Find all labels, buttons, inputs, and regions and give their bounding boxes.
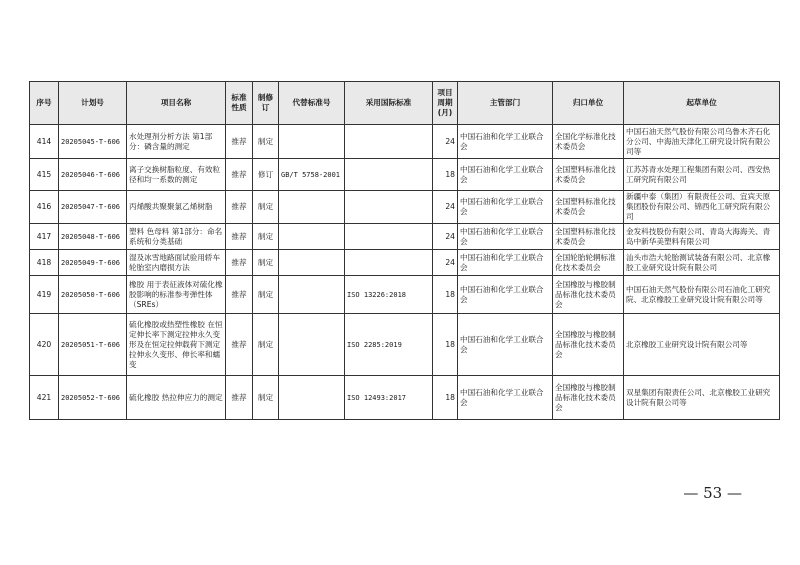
cell-seq: 421 [30, 376, 59, 420]
cell-project-name: 塑料 色母料 第1部分：命名系统和分类基础 [127, 224, 226, 250]
cell-plan-no: 20205048-T-606 [59, 224, 127, 250]
cell-revision-type: 修订 [253, 159, 279, 191]
cell-revision-type: 制定 [253, 276, 279, 314]
header-standard-nature: 标准性质 [226, 82, 253, 125]
cell-drafting-units: 汕头市浩大轮胎测试装备有限公司、北京橡胶工业研究设计院有限公司 [624, 250, 780, 276]
cell-replaced-standard [279, 314, 345, 376]
cell-authority: 中国石油和化学工业联合会 [458, 250, 553, 276]
table-row [30, 125, 780, 159]
cell-project-name: 水处理剂分析方法 第1部分：磷含量的测定 [127, 125, 226, 159]
cell-period: 18 [433, 159, 458, 191]
cell-intl-standard [345, 125, 433, 159]
cell-authority: 中国石油和化学工业联合会 [458, 376, 553, 420]
cell-drafting-units: 双星集团有限责任公司、北京橡胶工业研究设计院有限公司等 [624, 376, 780, 420]
table-row [30, 224, 780, 250]
cell-replaced-standard [279, 376, 345, 420]
cell-standard-nature: 推荐 [226, 224, 253, 250]
cell-revision-type: 制定 [253, 314, 279, 376]
cell-plan-no: 20205052-T-606 [59, 376, 127, 420]
cell-authority: 中国石油和化学工业联合会 [458, 125, 553, 159]
cell-intl-standard [345, 191, 433, 224]
cell-plan-no: 20205051-T-606 [59, 314, 127, 376]
cell-standard-nature: 推荐 [226, 314, 253, 376]
cell-standard-nature: 推荐 [226, 250, 253, 276]
header-project-name: 项目名称 [127, 82, 226, 125]
cell-intl-standard [345, 159, 433, 191]
header-plan-no: 计划号 [59, 82, 127, 125]
cell-committee: 全国塑料标准化技术委员会 [553, 191, 624, 224]
cell-standard-nature: 推荐 [226, 159, 253, 191]
cell-drafting-units: 金发科技股份有限公司、青岛大海海关、青岛中新华美塑料有限公司 [624, 224, 780, 250]
cell-drafting-units: 中国石油天然气股份有限公司石油化工研究院、北京橡胶工业研究设计院有限公司等 [624, 276, 780, 314]
cell-plan-no: 20205050-T-606 [59, 276, 127, 314]
cell-revision-type: 制定 [253, 125, 279, 159]
cell-revision-type: 制定 [253, 376, 279, 420]
cell-period: 18 [433, 314, 458, 376]
cell-project-name: 湿及冰雪地路面试验用轿车轮胎室内磨损方法 [127, 250, 226, 276]
cell-standard-nature: 推荐 [226, 191, 253, 224]
standards-plan-table [29, 81, 780, 420]
cell-plan-no: 20205046-T-606 [59, 159, 127, 191]
table-row [30, 314, 780, 376]
cell-seq: 419 [30, 276, 59, 314]
cell-period: 24 [433, 125, 458, 159]
cell-committee: 全国塑料标准化技术委员会 [553, 159, 624, 191]
cell-authority: 中国石油和化学工业联合会 [458, 191, 553, 224]
cell-authority: 中国石油和化学工业联合会 [458, 276, 553, 314]
header-drafting-units: 起草单位 [624, 82, 780, 125]
cell-drafting-units: 新疆中泰（集团）有限责任公司、宜宾天原集团股份有限公司、锦西化工研究院有限公司 [624, 191, 780, 224]
cell-authority: 中国石油和化学工业联合会 [458, 224, 553, 250]
cell-period: 24 [433, 250, 458, 276]
cell-plan-no: 20205045-T-606 [59, 125, 127, 159]
table-row [30, 376, 780, 420]
cell-committee: 全国塑料标准化技术委员会 [553, 224, 624, 250]
cell-period: 18 [433, 276, 458, 314]
cell-drafting-units: 北京橡胶工业研究设计院有限公司等 [624, 314, 780, 376]
cell-period: 24 [433, 224, 458, 250]
cell-seq: 414 [30, 125, 59, 159]
cell-seq: 415 [30, 159, 59, 191]
cell-plan-no: 20205047-T-606 [59, 191, 127, 224]
cell-intl-standard [345, 250, 433, 276]
cell-replaced-standard: GB/T 5758-2001 [279, 159, 345, 191]
cell-revision-type: 制定 [253, 250, 279, 276]
cell-seq: 418 [30, 250, 59, 276]
cell-replaced-standard [279, 224, 345, 250]
table-row [30, 159, 780, 191]
table-row [30, 191, 780, 224]
cell-committee: 全国橡胶与橡胶制品标准化技术委员会 [553, 276, 624, 314]
header-period: 项目周期(月) [433, 82, 458, 125]
cell-seq: 417 [30, 224, 59, 250]
page-number: — 53 — [683, 484, 742, 502]
cell-seq: 420 [30, 314, 59, 376]
cell-period: 24 [433, 191, 458, 224]
cell-intl-standard: ISO 13226:2018 [345, 276, 433, 314]
cell-standard-nature: 推荐 [226, 276, 253, 314]
cell-revision-type: 制定 [253, 191, 279, 224]
cell-project-name: 丙烯酸共聚聚氯乙烯树脂 [127, 191, 226, 224]
cell-drafting-units: 中国石油天然气股份有限公司乌鲁木齐石化分公司、中海油天津化工研究设计院有限公司等 [624, 125, 780, 159]
cell-project-name: 橡胶 用于表征液体对硫化橡胶影响的标准参考弹性体（SREs） [127, 276, 226, 314]
cell-committee: 全国轮胎轮辋标准化技术委员会 [553, 250, 624, 276]
cell-project-name: 硫化橡胶 热拉伸应力的测定 [127, 376, 226, 420]
table-row [30, 276, 780, 314]
cell-standard-nature: 推荐 [226, 125, 253, 159]
cell-intl-standard: ISO 12493:2017 [345, 376, 433, 420]
cell-replaced-standard [279, 250, 345, 276]
cell-project-name: 硫化橡胶或热塑性橡胶 在恒定伸长率下测定拉伸永久变形及在恒定拉伸载荷下测定拉伸永久变形、伸长率和蠕变 [127, 314, 226, 376]
header-replaced-standard: 代替标准号 [279, 82, 345, 125]
cell-committee: 全国橡胶与橡胶制品标准化技术委员会 [553, 376, 624, 420]
cell-plan-no: 20205049-T-606 [59, 250, 127, 276]
cell-standard-nature: 推荐 [226, 376, 253, 420]
cell-seq: 416 [30, 191, 59, 224]
header-seq: 序号 [30, 82, 59, 125]
cell-revision-type: 制定 [253, 224, 279, 250]
cell-authority: 中国石油和化学工业联合会 [458, 314, 553, 376]
cell-replaced-standard [279, 191, 345, 224]
cell-authority: 中国石油和化学工业联合会 [458, 159, 553, 191]
cell-intl-standard [345, 224, 433, 250]
cell-drafting-units: 江苏苏青水处理工程集团有限公司、西安热工研究院有限公司 [624, 159, 780, 191]
header-revision-type: 制修订 [253, 82, 279, 125]
table-row [30, 250, 780, 276]
header-committee: 归口单位 [553, 82, 624, 125]
cell-replaced-standard [279, 125, 345, 159]
cell-committee: 全国化学标准化技术委员会 [553, 125, 624, 159]
cell-period: 18 [433, 376, 458, 420]
cell-intl-standard: ISO 2285:2019 [345, 314, 433, 376]
cell-replaced-standard [279, 276, 345, 314]
cell-project-name: 离子交换树脂粒度、有效粒径和均一系数的测定 [127, 159, 226, 191]
table-header-row [30, 82, 780, 125]
header-authority: 主管部门 [458, 82, 553, 125]
cell-committee: 全国橡胶与橡胶制品标准化技术委员会 [553, 314, 624, 376]
header-intl-standard: 采用国际标准 [345, 82, 433, 125]
